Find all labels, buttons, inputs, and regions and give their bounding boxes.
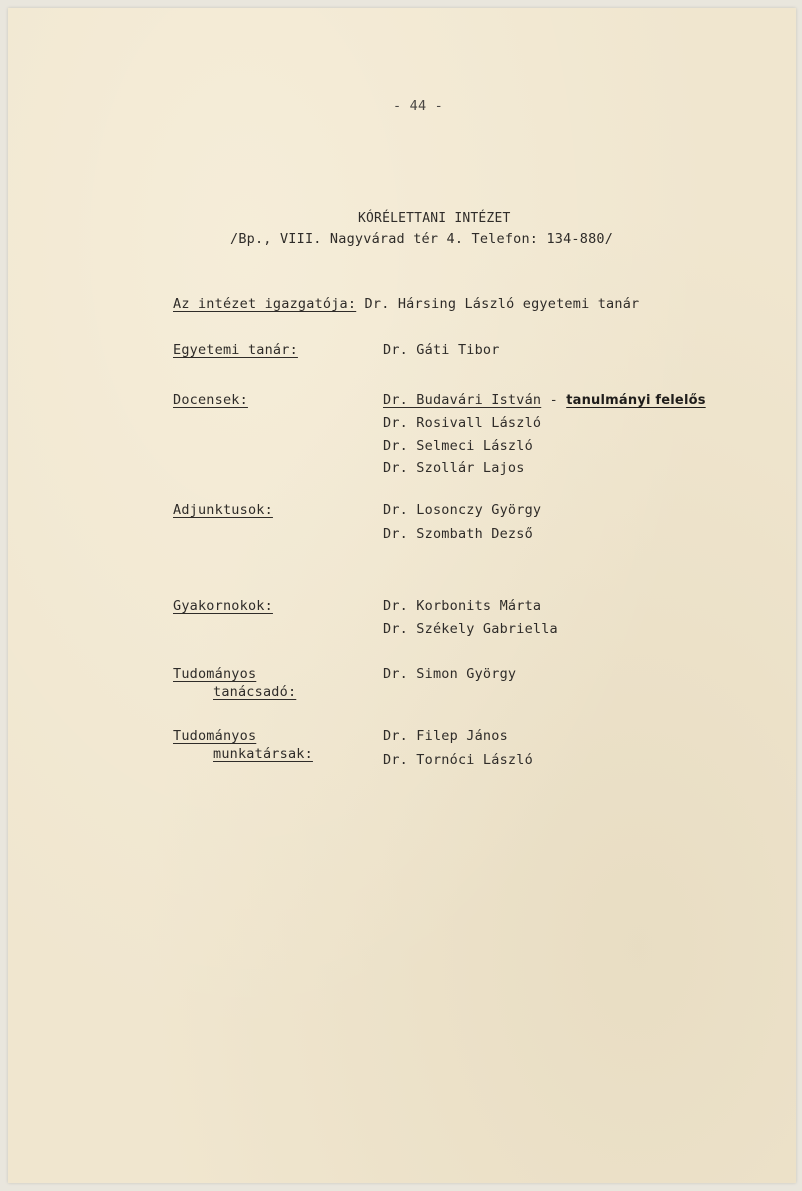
docent-name: Dr. Szollár Lajos [383,460,525,476]
docent-name: Dr. Rosivall László [383,415,542,431]
professor-value: Dr. Gáti Tibor [383,342,500,358]
trainee-name: Dr. Korbonits Márta [383,598,542,614]
trainee-name: Dr. Székely Gabriella [383,621,558,637]
director-value: Dr. Hársing László egyetemi tanár [364,296,640,312]
docent-name-first: Dr. Budavári István [383,392,542,408]
docent-row-first [383,392,706,408]
director-label: Az intézet igazgatója: [173,296,357,312]
institute-address: /Bp., VIII. Nagyvárad tér 4. Telefon: 134-880/ [230,231,614,247]
page-number: - 44 - [393,98,443,114]
docents-label: Docensek: [173,392,248,408]
staff-label-line1: Tudományos [173,728,257,744]
advisor-label-line1: Tudományos [173,666,257,682]
advisor-name: Dr. Simon György [383,666,517,682]
institute-name: KÓRÉLETTANI INTÉZET [358,211,511,226]
advisor-label-line2: tanácsadó: [213,684,297,700]
adjunct-name: Dr. Szombath Dezső [383,526,533,542]
staff-label-line2: munkatársak: [213,746,313,762]
adjuncts-label: Adjunktusok: [173,502,273,518]
staff-name: Dr. Tornóci László [383,752,533,768]
director-row [173,296,639,312]
docent-dash: - [549,392,558,408]
docent-note: tanulmányi felelős [566,393,706,408]
document-page [8,8,796,1183]
docent-name: Dr. Selmeci László [383,438,533,454]
staff-name: Dr. Filep János [383,728,508,744]
trainees-label: Gyakornokok: [173,598,273,614]
professor-label: Egyetemi tanár: [173,342,298,358]
adjunct-name: Dr. Losonczy György [383,502,542,518]
